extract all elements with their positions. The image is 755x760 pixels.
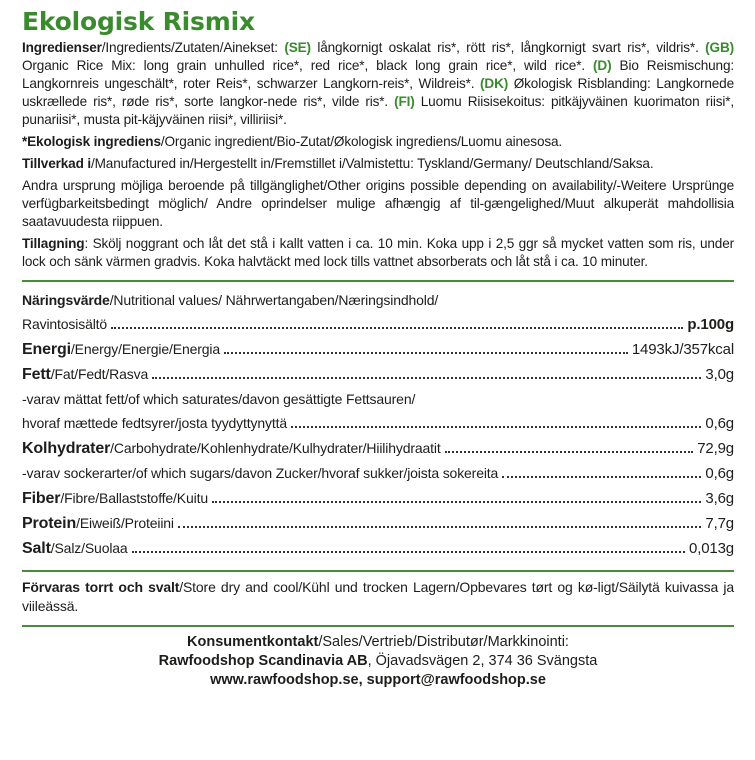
organic-text: /Organic ingredient/Bio-Zutat/Økologisk ingrediens/Luomu ainesosa. [160,134,563,149]
origin-heading: Tillverkad i [22,156,91,171]
ingredients-gb: Organic Rice Mix: long grain unhulled rice*, red rice*, black long grain rice*, wild rice*. [22,58,594,73]
email-link[interactable]: support@rawfoodshop.se [366,672,546,688]
nutrition-heading-line [22,288,734,312]
divider-middle [22,570,734,572]
nutrition-heading-rest: /Nutritional values/ Nährwertangaben/Næringsindhold/ [109,292,439,308]
origin-text: /Manufactured in/Hergestellt in/Fremstillet i/Valmistettu: Tyskland/Germany/ Deutschland/Saksa. [90,156,654,171]
contact-heading: Konsumentkontakt [187,634,319,650]
divider-bottom [22,625,734,627]
nutrition-row-sugars [22,461,734,486]
leader-dots [212,500,701,503]
leader-dots [502,475,701,478]
company-address: , Öjavadsvägen 2, 374 36 Svängsta [367,653,598,669]
leader-dots [132,550,685,553]
protein-value: 7,7g [705,515,734,532]
origin-paragraph [22,155,734,173]
per-value: p.100g [687,316,734,333]
leader-dots [152,376,701,379]
leader-dots [445,450,694,453]
fibre-value: 3,6g [705,490,734,507]
divider-top [22,280,734,282]
storage-paragraph [22,578,734,616]
lang-code-fi: (FI) [394,94,415,109]
saturates-value: 0,6g [705,415,734,432]
salt-value: 0,013g [689,540,734,557]
nutrition-row-saturates [22,411,734,436]
storage-text: /Store dry and cool/Kühl und trocken Lagern/Opbevares tørt og kø-ligt/Säilytä kuivassa ja viileässä. [22,579,734,614]
leader-dots [111,326,683,329]
fat-label-rest: /Fat/Fedt/Rasva [50,366,149,382]
consumer-contact [22,633,734,690]
storage-heading: Förvaras torrt och svalt [22,579,180,595]
nutrition-row-salt [22,536,734,561]
contact-heading-line [22,633,734,652]
fibre-label-rest: /Fibre/Ballaststoffe/Kuitu [60,490,208,506]
nutrition-row-fibre [22,486,734,511]
preparation-heading: Tillagning [22,236,85,251]
organic-heading: *Ekologisk ingrediens [22,134,161,149]
leader-dots [178,525,701,528]
lang-code-dk: (DK) [480,76,509,91]
nutrition-row-carbohydrate [22,436,734,461]
preparation-text: : Skölj noggrant och låt det stå i kallt vatten i ca. 10 min. Koka upp i 2,5 ggr så mycket vatten som ris, under lock och sänk värmen gradvis. Koka halvtäckt med lock tills vattnet absorberats och låt stå i ca. 10 minuter. [22,236,734,269]
ingredients-heading-rest: /Ingredients/Zutaten/Ainekset: [101,40,285,55]
contact-separator: , [358,672,367,688]
energy-label-rest: /Energy/Energie/Energia [70,341,220,357]
carbohydrate-label-rest: /Carbohydrate/Kohlenhydrate/Kulhydrater/Hiilihydraatit [110,440,441,456]
lang-code-se: (SE) [284,40,311,55]
carbohydrate-label: Kolhydrater [22,440,111,457]
ingredients-dk: Økologisk Risblanding: Langkornede uskrællede ris*, røde ris*, sorte langkor-nede ris*, vilde ris*. [22,76,734,109]
product-title: Ekologisk Rismix [22,7,255,36]
saturates-label: hvoraf mættede fedtsyrer/josta tyydyttynyttä [22,415,287,431]
salt-label: Salt [22,540,51,557]
leader-dots [291,425,701,428]
protein-label-rest: /Eiweiß/Proteiini [76,515,174,531]
contact-address-line [22,652,734,671]
lang-code-d: (D) [593,58,612,73]
ingredients-heading: Ingredienser [22,40,102,55]
energy-label: Energi [22,341,71,358]
ingredients-d: Bio Reismischung: Langkornreis ungeschält*, roter Reis*, schwarzer Langkorn-reis*, Wildreis*. [22,58,734,91]
leader-dots [224,351,628,354]
ingredients-fi: Luomu Riisisekoitus: pitkäjyväinen kuorimaton riisi*, punariisi*, musta pit-käjyväinen riisi*, villiriisi*. [22,94,734,127]
nutrition-row-protein [22,511,734,536]
per-label: Ravintosisältö [22,316,108,332]
contact-web-line [22,671,734,690]
fat-label: Fett [22,366,51,383]
energy-value: 1493kJ/357kcal [631,341,734,358]
preparation-paragraph [22,235,734,271]
nutrition-row-fat [22,362,734,387]
saturates-line-1: -varav mättat fett/of which saturates/davon gesättigte Fettsauren/ [22,391,416,407]
website-link[interactable]: www.rawfoodshop.se [210,672,359,688]
nutrition-row-per100g [22,312,734,337]
carbohydrate-value: 72,9g [697,440,734,457]
other-origins-paragraph: Andra ursprung möjliga beroende på tillgänglighet/Other origins possible depending on availability/-Weitere Ursprünge verfügbarkeitsbedingt möglich/ Andre oprindelser mulige afhængig af til-gængelighed/Muut alkuperät mahdollisia saatavuudesta riippuen. [22,178,734,229]
fat-value: 3,0g [705,366,734,383]
lang-code-gb: (GB) [705,40,734,55]
nutrition-row-energy [22,337,734,362]
contact-heading-rest: /Sales/Vertrieb/Distributør/Markkinointi: [318,634,569,650]
fibre-label: Fiber [22,490,61,507]
sugars-label: -varav sockerarter/of which sugars/davon Zucker/hvoraf sukker/joista sokereita [22,465,499,481]
organic-note [22,133,734,151]
product-label [22,6,734,690]
sugars-value: 0,6g [705,465,734,482]
ingredients-paragraph [22,39,734,129]
nutrition-table [22,288,734,561]
protein-label: Protein [22,515,77,532]
ingredients-se: långkornigt oskalat ris*, rött ris*, långkornigt svart ris*, vildris*. [310,40,706,55]
salt-label-rest: /Salz/Suolaa [50,540,128,556]
nutrition-heading: Näringsvärde [22,292,110,308]
company-name: Rawfoodshop Scandinavia AB [158,653,368,669]
